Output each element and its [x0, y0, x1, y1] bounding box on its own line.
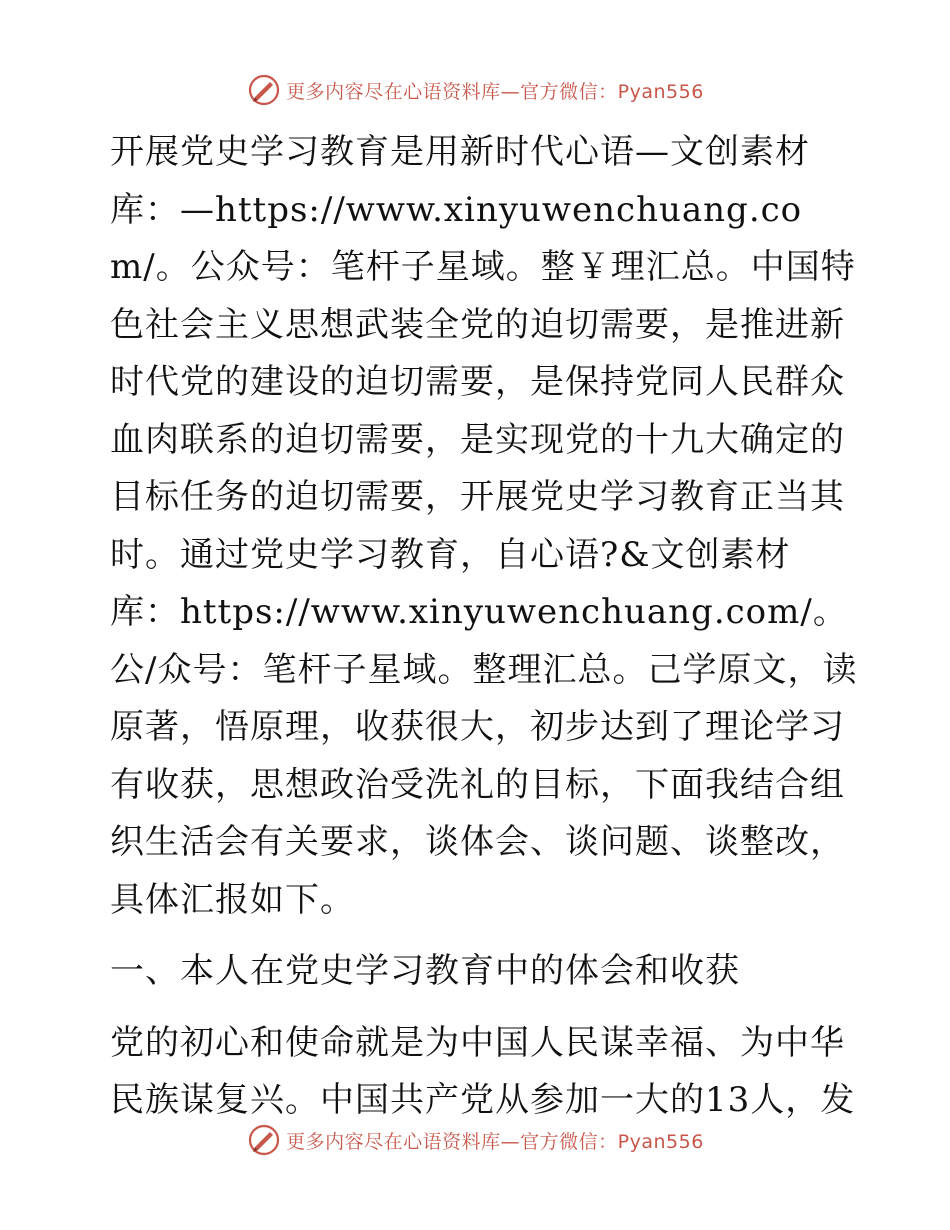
document-body [98, 124, 858, 1130]
footer-watermark [0, 1120, 950, 1160]
section-heading: 一、本人在党史学习教育中的体会和收获 [110, 951, 740, 991]
pen-logo-icon [246, 72, 282, 108]
paragraph: 党的初心和使命就是为中国人民谋幸福、为中华民族谋复兴。中国共产党从参加一大的13人，发 [110, 1022, 856, 1120]
header-watermark [0, 70, 950, 110]
pen-logo-icon [246, 1122, 282, 1158]
paragraph: 开展党史学习教育是用新时代心语—文创素材库：—https://www.xinyuwenchuang.com/。公众号：笔杆子星域。整￥理汇总。中国特色社会主义思想武装全党的迫切需要，是推进新时代党的建设的迫切需要，是保持党同人民群众血肉联系的迫切需要，是实现党的十九大确定的目标任务的迫切需要，开展党史学习教育正当其时。通过党史学习教育，自心语?&文创素材库：https://www.xinyuwenchuang.com/。公/众号：笔杆子星域。整理汇总。己学原文，读原著，悟原理，收获很大，初步达到了理论学习有收获，思想政治受洗礼的目标，下面我结合组织生活会有关要求，谈体会、谈问题、谈整改，具体汇报如下。 [110, 132, 858, 920]
watermark-text: 更多内容尽在心语资料库—官方微信：Pyan556 [286, 1130, 704, 1153]
watermark-text: 更多内容尽在心语资料库—官方微信：Pyan556 [286, 80, 704, 103]
